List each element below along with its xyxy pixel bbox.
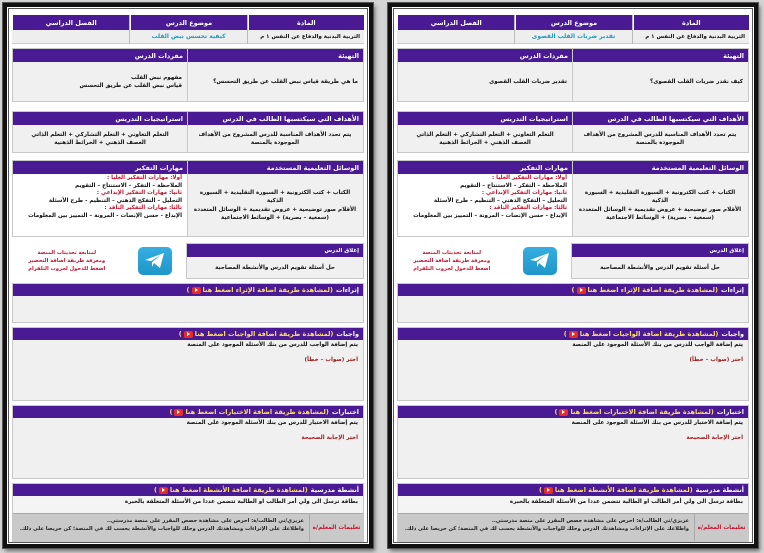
youtube-icon[interactable] — [184, 331, 193, 338]
vocabulary-header: مفردات الدرس — [398, 49, 572, 62]
thinking-skills-header: مهارات التفكير — [13, 161, 187, 174]
tests-video-link[interactable]: (لمشاهدة طريقة اضافة الاختبارات اضغط هنا — [185, 408, 329, 416]
telegram-line-3: اضغط للدخول لجروب التلقرام — [28, 266, 106, 273]
telegram-line-1: لمتابعة تحديثات المنصة — [422, 249, 482, 256]
paren-close: ) — [554, 408, 558, 416]
telegram-line-2: ومعرفة طريقة اضافة التحضير — [28, 257, 106, 264]
warmup-text: كيف نقدر ضربات القلب القصوى؟ — [650, 78, 743, 85]
lesson-close-box — [186, 243, 364, 279]
enrichment-video-link[interactable]: (لمشاهدة طريقة اضافة الإثراء اضغط هنا — [587, 286, 718, 294]
aids-line-1: الكتاب + كتب الكترونية + السبورة التقليدية + السبورة الذكية — [199, 190, 351, 205]
vocabulary-item-1: تقدير ضربات القلب القصوى — [489, 78, 567, 85]
semester-cell — [12, 15, 129, 44]
lesson-topic-header: موضوع الدرس — [515, 15, 631, 30]
telegram-line-3: اضغط للدخول لجروب التلقرام — [413, 266, 491, 273]
subject-cell — [632, 15, 749, 44]
warmup-box — [571, 48, 749, 102]
lesson-topic-cell — [514, 15, 631, 44]
lesson-close-box — [571, 243, 749, 279]
higher-thinking-list: الملاحظة – التفكر – الاستنتاج – التقويم — [75, 182, 182, 189]
teaching-aids-header: الوسائل التعليمية المستخدمة — [187, 161, 363, 174]
telegram-promo[interactable] — [12, 241, 188, 281]
tests-video-link[interactable]: (لمشاهدة طريقة اضافة الاختبارات اضغط هنا — [570, 408, 714, 416]
homework-text: يتم إضافة الواجب للدرس من بنك الأسئلة الموجود على المنصة — [572, 342, 743, 348]
semester-value — [397, 30, 514, 44]
activities-text: بطاقة ترسل الى ولي أمر الطالب او الطالبة تتضمن عددا من الأسئلة المتعلقة بالخبرة — [509, 499, 743, 506]
youtube-icon[interactable] — [569, 331, 578, 338]
aids-line-3: (سمعية – بصرية) + الوسائط الاجتماعية — [606, 214, 714, 221]
strategies-header: استراتيجيات التدريس — [398, 112, 572, 125]
teaching-aids-header: الوسائل التعليمية المستخدمة — [572, 161, 748, 174]
creative-thinking-heading: ثانيا: مهارات التفكير الإبداعي : — [96, 190, 182, 197]
strategies-line-2: العصف الذهني + الخرائط الذهنية — [439, 140, 531, 146]
school-activities-title: أنشطة مدرسية — [310, 486, 359, 494]
teacher-notes-row — [398, 513, 748, 542]
youtube-icon[interactable] — [174, 409, 183, 416]
telegram-line-1: لمتابعة تحديثات المنصة — [37, 249, 97, 256]
youtube-icon[interactable] — [159, 487, 168, 494]
homework-header — [13, 328, 363, 340]
paren-close: ) — [538, 486, 542, 494]
teacher-notes-label: تعليمات المعلم/ة — [694, 514, 748, 542]
telegram-icon[interactable] — [523, 247, 557, 275]
lesson-plan-page-2 — [388, 3, 758, 548]
enrichment-video-link[interactable]: (لمشاهدة طريقة اضافة الإثراء اضغط هنا — [202, 286, 333, 294]
warmup-header: التهيئة — [187, 49, 363, 62]
tests-title: اختبارات — [331, 408, 359, 416]
thinking-skills-box — [12, 160, 188, 237]
lesson-info-table — [397, 15, 749, 44]
creative-thinking-list: التحليل – التفكح الذهني – التنظيم - طرح الأسئلة — [48, 197, 182, 204]
critical-thinking-heading: ثالثا: مهارات التفكير الناقد : — [489, 205, 567, 212]
vocabulary-item-2: قياس نبض القلب عن طريق التحسس — [79, 83, 182, 89]
vocabulary-header: مفردات الدرس — [13, 49, 187, 62]
tests-header — [13, 406, 363, 418]
semester-value — [12, 30, 129, 44]
youtube-icon[interactable] — [192, 287, 201, 294]
higher-thinking-heading: أولا: مهارات التفكير العليا : — [106, 175, 182, 181]
tests-question-type: اختر الإجابة الصحيحة — [301, 435, 358, 442]
aids-line-2: الأقلام صور توضيحية + عروض تقديمية + الوسائل المتعددة — [578, 206, 742, 213]
strategies-box — [12, 111, 188, 153]
thinking-skills-header: مهارات التفكير — [398, 161, 572, 174]
aids-line-1: الكتاب + كتب الكترونية + السبورة التقليدية + السبورة الذكية — [584, 190, 736, 205]
objectives-header: الأهداف التي سيكتسبها الطالب في الدرس — [187, 112, 363, 125]
homework-title: واجبات — [336, 330, 359, 338]
warmup-box — [186, 48, 364, 102]
school-activities-header — [13, 484, 363, 496]
teaching-aids-box — [571, 160, 749, 237]
subject-cell — [247, 15, 364, 44]
lesson-close-header: إغلاق الدرس — [187, 244, 363, 257]
paren-close: ) — [563, 330, 567, 338]
telegram-promo-text[interactable] — [28, 249, 105, 273]
vocabulary-item-1: مفهوم نبض القلب — [131, 74, 182, 81]
semester-header: الفصل الدراسي — [397, 15, 514, 30]
homework-text: يتم إضافة الواجب للدرس من بنك الأسئلة الموجود على المنصة — [187, 342, 358, 348]
subject-value: التربية البدنية والدفاع عن النفس ١ م — [248, 30, 364, 44]
telegram-promo-text[interactable] — [413, 249, 490, 273]
homework-video-link[interactable]: (لمشاهدة طريقة اضافة الواجبات اضغط هنا — [579, 330, 719, 338]
subject-header: المادة — [633, 15, 749, 30]
objectives-box — [186, 111, 364, 153]
school-activities-box — [12, 483, 364, 542]
tests-question-type: اختر الإجابة الصحيحة — [686, 435, 743, 442]
paren-close: ) — [571, 286, 575, 294]
telegram-promo[interactable] — [397, 241, 573, 281]
tests-text: يتم إضافة الاختبار للدرس من بنك الأسئلة الموجود على المنصة — [571, 420, 743, 426]
warmup-text: ما هي طريقة قياس نبض القلب عن طريق التحسس؟ — [213, 78, 358, 85]
enrichment-box — [397, 283, 749, 323]
homework-title: واجبات — [721, 330, 744, 338]
paren-close: ) — [153, 486, 157, 494]
higher-thinking-list: الملاحظة – التفكر – الاستنتاج – التقويم — [460, 182, 567, 189]
activities-video-link[interactable]: (لمشاهدة طريقة اضافة الأنشطة اضغط هنا — [554, 486, 693, 494]
warmup-header: التهيئة — [572, 49, 748, 62]
subject-value: التربية البدنية والدفاع عن النفس ١ م — [633, 30, 749, 44]
lesson-close-text: حل أسئلة تقويم الدرس والأنشطة المصاحبة — [215, 264, 335, 271]
lesson-plan-page-1 — [3, 3, 373, 548]
enrichment-header — [13, 284, 363, 296]
lesson-topic-cell — [129, 15, 246, 44]
paren-close: ) — [178, 330, 182, 338]
lesson-topic-value: كيفية تحسس نبض القلب — [130, 30, 246, 44]
enrichment-title: إثراءات — [335, 286, 359, 294]
creative-thinking-heading: ثانيا: مهارات التفكير الإبداعي : — [481, 190, 567, 197]
tests-text: يتم إضافة الاختبار للدرس من بنك الأسئلة الموجود على المنصة — [186, 420, 358, 426]
tests-header — [398, 406, 748, 418]
lesson-close-header: إغلاق الدرس — [572, 244, 748, 257]
critical-thinking-heading: ثالثا: مهارات التفكير الناقد : — [104, 205, 182, 212]
objectives-text: يتم تحدد الأهداف المناسبة للدرس المشروح من الأهداف الموجودة بالمنصة — [583, 131, 737, 146]
school-activities-header — [398, 484, 748, 496]
teacher-notes-row — [13, 513, 363, 542]
semester-header: الفصل الدراسي — [12, 15, 129, 30]
telegram-icon[interactable] — [138, 247, 172, 275]
objectives-header: الأهداف التي سيكتسبها الطالب في الدرس — [572, 112, 748, 125]
creative-thinking-list: التحليل – التفكح الذهني – التنظيم - طرح الأسئلة — [433, 197, 567, 204]
higher-thinking-heading: أولا: مهارات التفكير العليا : — [491, 175, 567, 181]
lesson-topic-header: موضوع الدرس — [130, 15, 246, 30]
strategies-line-1: التعلم التعاوني + التعلم التشاركي + التعلم الذاتي — [31, 131, 169, 138]
homework-question-type: اختر (صواب – خطأ) — [304, 357, 358, 364]
tests-box — [12, 405, 364, 479]
strategies-line-2: العصف الذهني + الخرائط الذهنية — [54, 140, 146, 146]
homework-question-type: اختر (صواب – خطأ) — [689, 357, 743, 364]
aids-line-2: الأقلام صور توضيحية + عروض تقديمية + الوسائل المتعددة — [193, 206, 357, 213]
school-activities-box — [397, 483, 749, 542]
paren-close: ) — [169, 408, 173, 416]
teacher-notes-label: تعليمات المعلم/ة — [309, 514, 363, 542]
subject-header: المادة — [248, 15, 364, 30]
school-activities-title: أنشطة مدرسية — [695, 486, 744, 494]
lesson-topic-value: تقدير ضربات القلب القصوى — [515, 30, 631, 44]
critical-thinking-list: الإبداع - حسن الإنصات - المرونة – التمييز بين المعلومات — [28, 212, 182, 219]
tests-title: اختبارات — [716, 408, 744, 416]
objectives-box — [571, 111, 749, 153]
lesson-info-table — [12, 15, 364, 44]
activities-text: بطاقة ترسل الى ولي أمر الطالب او الطالبة تتضمن عددا من الأسئلة المتعلقة بالخبرة — [124, 499, 358, 506]
teacher-notes-line-1: عزيزي/تي الطالب/ة: احرص على مشاهدة حصص المقرر على منصة مدرستي.. — [106, 518, 304, 524]
tests-box — [397, 405, 749, 479]
teacher-notes-line-2: واطلاعك على الإثراءات ومشاهدتك الدرس وحلك للواجبات والأنشطة يحسب لك في المنصة؛ كن حريصا على ذلك. — [19, 526, 304, 533]
teaching-aids-box — [186, 160, 364, 237]
strategies-header: استراتيجيات التدريس — [13, 112, 187, 125]
objectives-text: يتم تحدد الأهداف المناسبة للدرس المشروح من الأهداف الموجودة بالمنصة — [198, 131, 352, 146]
youtube-icon[interactable] — [544, 487, 553, 494]
enrichment-header — [398, 284, 748, 296]
semester-cell — [397, 15, 514, 44]
telegram-line-2: ومعرفة طريقة اضافة التحضير — [413, 257, 491, 264]
strategies-line-1: التعلم التعاوني + التعلم التشاركي + التعلم الذاتي — [416, 131, 554, 138]
vocabulary-box — [12, 48, 188, 102]
critical-thinking-list: الإبداع - حسن الإنصات - المرونة – التمييز بين المعلومات — [413, 212, 567, 219]
lesson-close-text: حل أسئلة تقويم الدرس والأنشطة المصاحبة — [600, 264, 720, 271]
activities-video-link[interactable]: (لمشاهدة طريقة اضافة الأنشطة اضغط هنا — [169, 486, 308, 494]
vocabulary-box — [397, 48, 573, 102]
teacher-notes-line-2: واطلاعك على الإثراءات ومشاهدتك الدرس وحلك للواجبات والأنشطة يحسب لك في المنصة؛ كن حريصا على ذلك. — [404, 526, 689, 533]
paren-close: ) — [186, 286, 190, 294]
thinking-skills-box — [397, 160, 573, 237]
enrichment-box — [12, 283, 364, 323]
aids-line-3: (سمعية – بصرية) + الوسائط الاجتماعية — [221, 214, 329, 221]
homework-box — [397, 327, 749, 401]
youtube-icon[interactable] — [559, 409, 568, 416]
youtube-icon[interactable] — [577, 287, 586, 294]
teacher-notes-line-1: عزيزي/تي الطالب/ة: احرص على مشاهدة حصص المقرر على منصة مدرستي.. — [491, 518, 689, 524]
homework-video-link[interactable]: (لمشاهدة طريقة اضافة الواجبات اضغط هنا — [194, 330, 334, 338]
homework-header — [398, 328, 748, 340]
strategies-box — [397, 111, 573, 153]
homework-box — [12, 327, 364, 401]
enrichment-title: إثراءات — [720, 286, 744, 294]
